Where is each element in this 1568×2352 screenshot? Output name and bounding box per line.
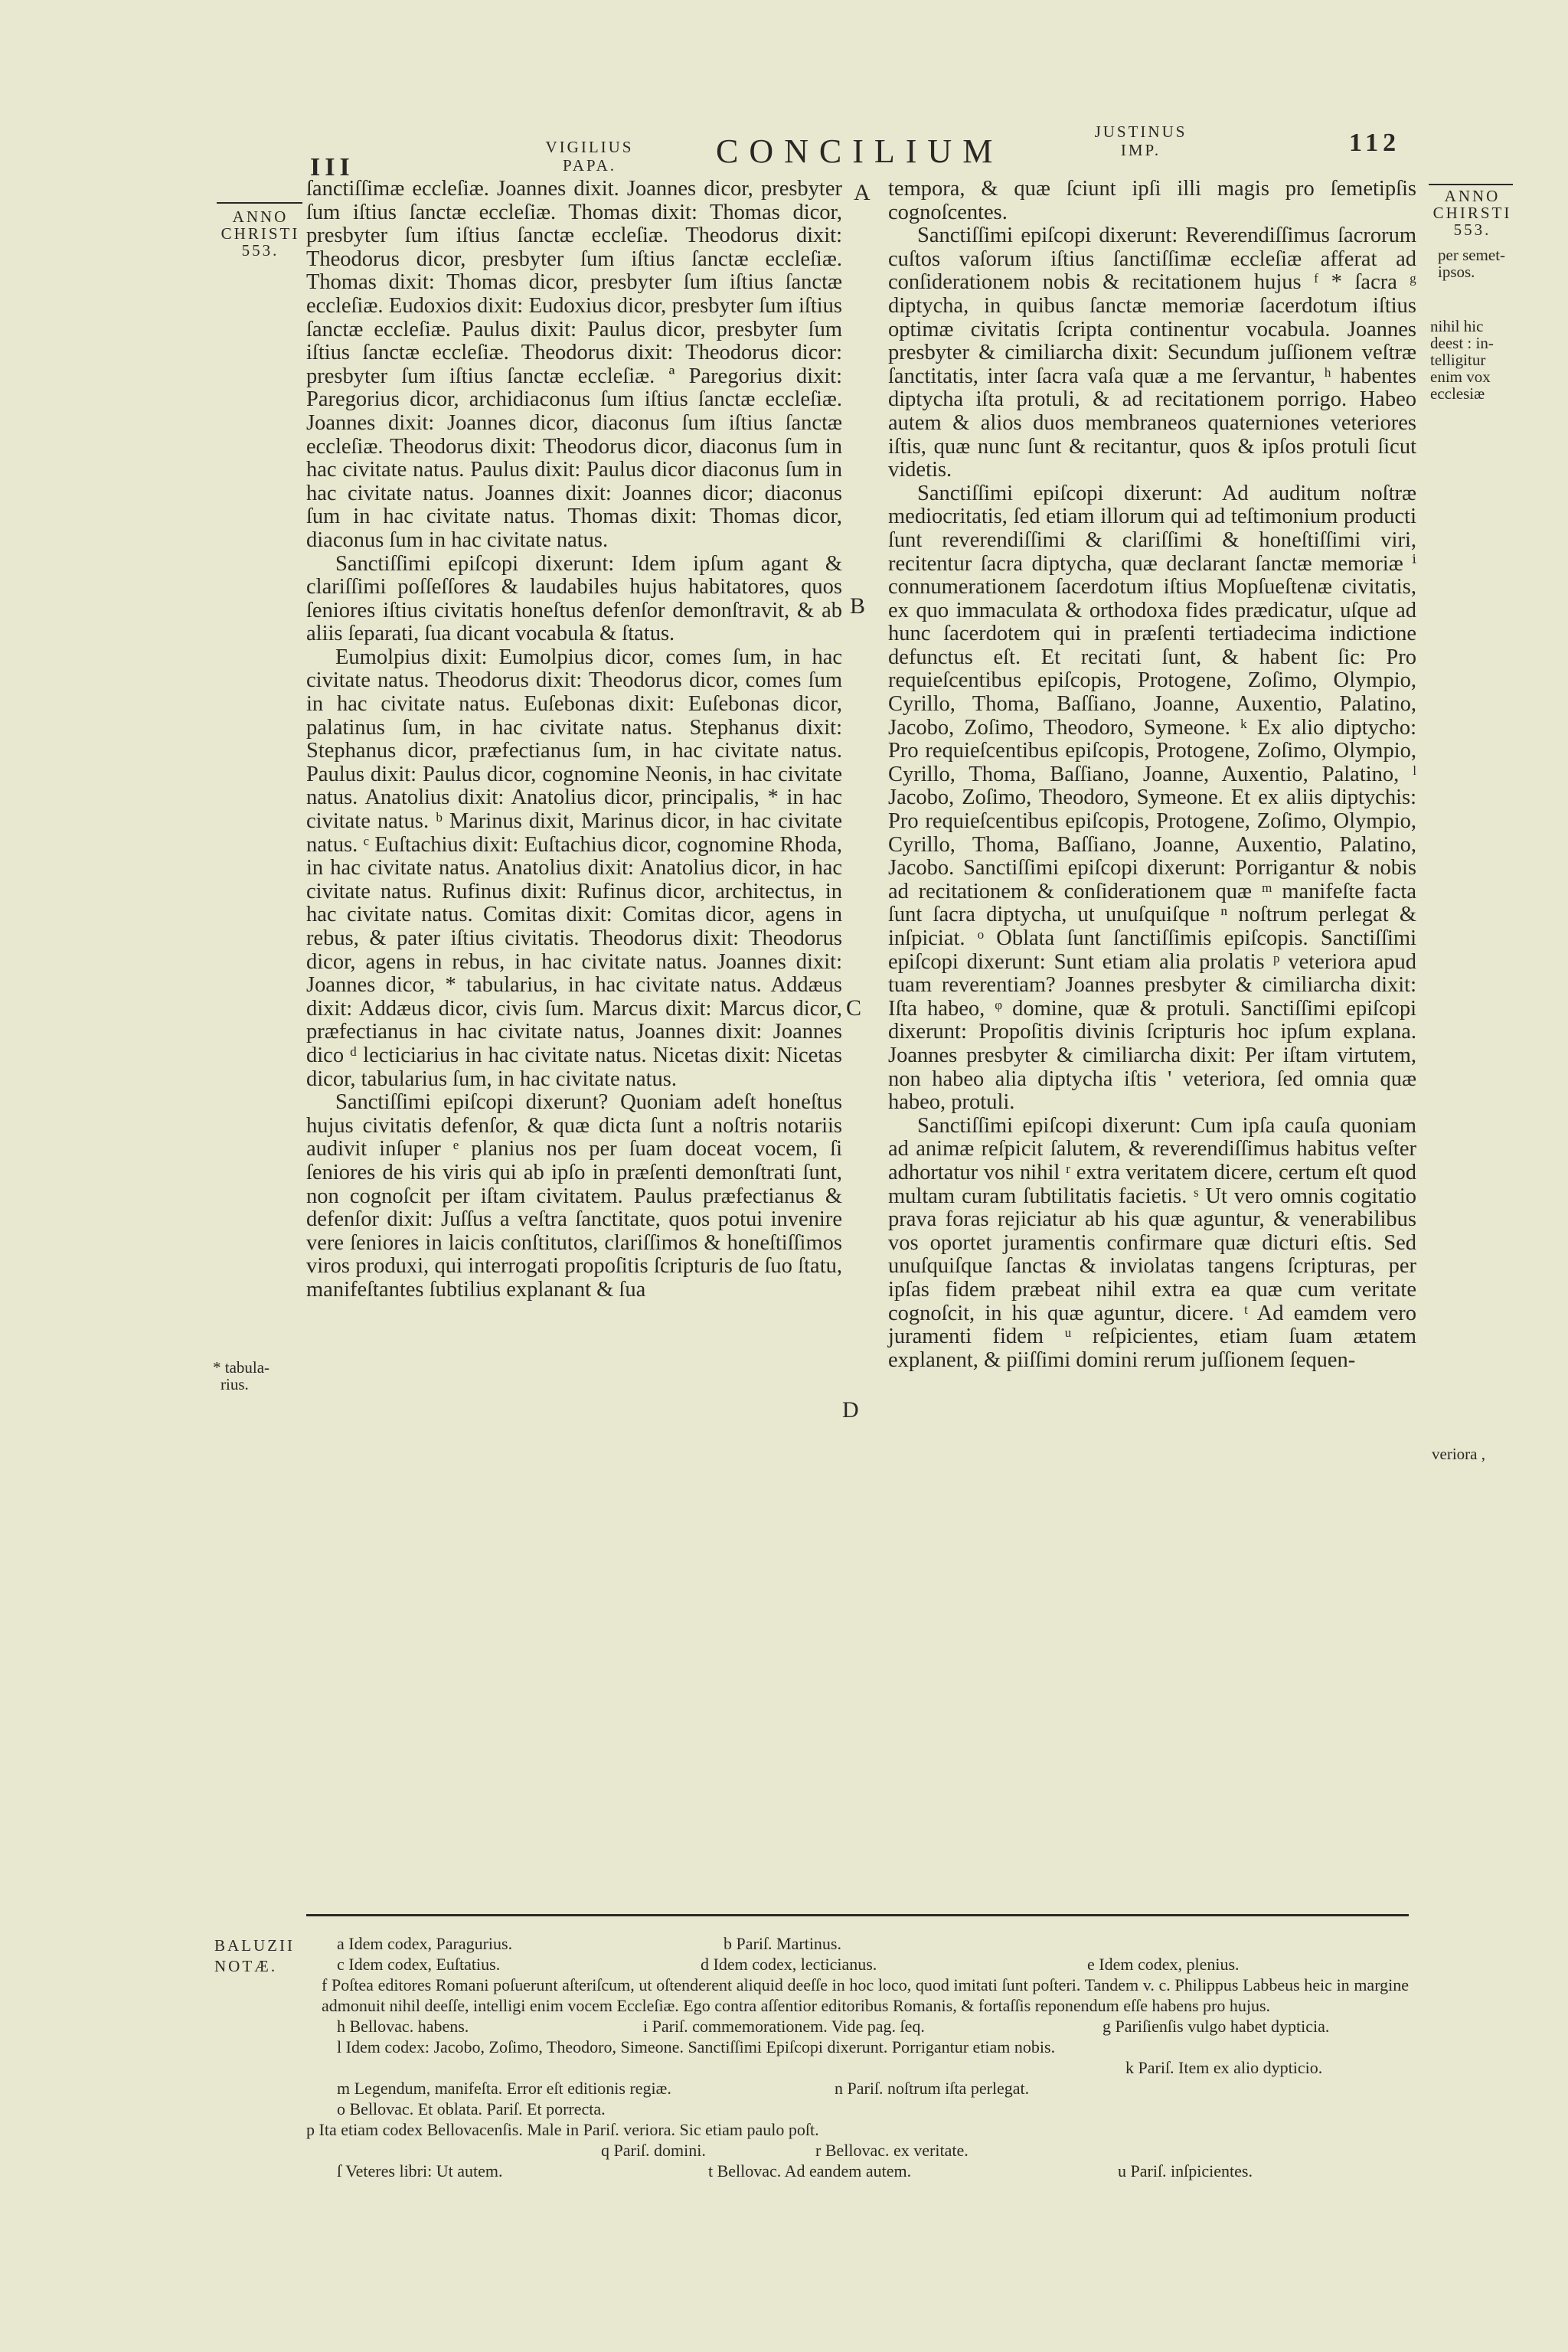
paragraph: ſanctiſſimæ eccleſiæ. Joannes dixit. Joannes dicor, presbyter ſum iſtius ſanctæ eccleſiæ. Thomas dixit: Thomas dicor, presbyter ſum iſtius ſanctæ eccleſiæ. Theodorus dixit: Theodorus dicor, presbyter ſum iſtius ſanctæ eccleſiæ. Thomas dixit: Thomas dicor, presbyter ſum iſtius ſanctæ eccleſiæ. Eudoxios dixit: Eudoxius dicor, presbyter ſum iſtius ſanctæ eccleſiæ. Paulus dixit: Paulus dicor, presbyter ſum iſtius ſanctæ eccleſiæ. Theodorus dixit: Theodorus dicor: presbyter ſum iſtius ſanctæ eccleſiæ. ª Paregorius dixit: Paregorius dicor, archidiaconus ſum iſtius ſanctæ eccleſiæ. Joannes dixit: Joannes dicor, diaconus ſum iſtius ſanctæ eccleſiæ. Theodorus dixit: Theodorus dicor, diaconus ſum in hac civitate natus. Paulus dixit: Paulus dicor diaconus ſum in hac civitate natus. Joannes dixit: Joannes dicor; diaconus ſum in hac civitate natus. Thomas dixit: Thomas dicor, diaconus ſum in hac civitate natus.	[306, 177, 842, 552]
note-k: k Pariſ. Item ex alio dypticio.	[1125, 2058, 1323, 2077]
paragraph: Sanctiſſimi epiſcopi dixerunt: Idem ipſum agant & clariſſimi poſſeſſores & laudabiles hujus habitatores, quos ſeniores iſtius civitatis honeſtus defenſor demonſtravit, & ab aliis ſeparati, ſua dicant vocabula & ſtatus.	[306, 551, 842, 646]
margin-rule-left	[217, 202, 302, 204]
running-title: CONCILIUM	[716, 132, 1004, 170]
anno-label: ANNO	[232, 207, 289, 226]
notes-label-line: NOTÆ.	[214, 1957, 278, 1975]
note-g: g Pariſienſis vulgo habet dypticia.	[1102, 2017, 1330, 2036]
header-pope-name: VIGILIUS	[545, 138, 634, 156]
year-label: 553.	[241, 241, 279, 260]
year-label: 553.	[1453, 220, 1491, 239]
margin-rule-right	[1429, 184, 1513, 185]
christi-label: CHIRSTI	[1432, 204, 1512, 222]
paragraph: Sanctiſſimi epiſcopi dixerunt: Ad auditum noſtræ mediocritatis, ſed etiam illorum qui ad teſtimonium producti ſunt reverendiſſimi & clariſſimi & honeſtiſſimi viri, recitentur ſacra diptycha, quæ declarant ſanctæ memoriæ ⁱ connumerationem ſacerdotum iſtius Mopſueſtenæ civitatis, ex quo immaculata & orthodoxa fides prædicatur, uſque ad hunc ſacerdotem qui in præſenti tertiadecima indictione defunctus eſt. Et recitati ſunt, & habent ſic: Pro requieſcentibus epiſcopis, Protogene, Zoſimo, Olympio, Cyrillo, Thoma, Baſſiano, Joanne, Auxentio, Palatino, Jacobo, Zoſimo, Theodoro, Symeone. ᵏ Ex alio diptycho: Pro requieſcentibus epiſcopis, Protogene, Zoſimo, Olympio, Cyrillo, Thoma, Baſſiano, Joanne, Auxentio, Palatino, ˡ Jacobo, Zoſimo, Theodoro, Symeone. Et ex aliis diptychis: Pro requieſcentibus epiſcopis, Protogene, Zoſimo, Olympio, Cyrillo, Thoma, Baſſiano, Joanne, Auxentio, Palatino, Jacobo. Sanctiſſimi epiſcopi dixerunt: Porrigantur & nobis ad recitationem & conſiderationem quæ ᵐ manifeſte facta ſunt ſacra diptycha, ut unuſquiſque ⁿ noſtrum perlegat & inſpiciat. ᵒ Oblata ſunt ſanctiſſimis epiſcopis. Sanctiſſimi epiſcopi dixerunt: Sunt etiam alia prolatis ᵖ veteriora apud tuam reverentiam? Joannes presbyter & cimiliarcha dixit: Iſta habeo, ᵠ domine, quæ & protuli. Sanctiſſimi epiſcopi dixerunt: Propoſitis divinis ſcripturis hoc ipſum explana. Joannes presbyter & cimiliarcha dixit: Per iſtam virtutem, non habeo alia diptycha iſtis ' veteriora, ſed omnia quæ habeo, protuli.	[888, 481, 1416, 1115]
note-row	[306, 2078, 1409, 2099]
note-l: l Idem codex: Jacobo, Zoſimo, Theodoro, Simeone. Sanctiſſimi Epiſcopi dixerunt. Porrigantur etiam nobis.	[337, 2037, 1056, 2056]
paragraph: Sanctiſſimi epiſcopi dixerunt? Quoniam adeſt honeſtus hujus civitatis defenſor, & quæ dicta ſunt a noſtris notariis audivit inſuper ᵉ planius nos per ſuam doceat vocem, ſi ſeniores de his viris qui ab ipſo in præſenti demonſtrati ſunt, non cognoſcit per iſtam civitatem. Paulus præfectianus & defenſor dixit: Juſſus a veſtra ſanctitate, quos potui invenire vere ſeniores in laicis conſtitutos, clariſſimos & honeſtiſſimos viros produxi, qui interrogati propoſitis ſcripturis de ſuo ſtatu, manifeſtantes ſubtilius explanant & ſua	[306, 1090, 842, 1302]
note-row	[306, 2099, 1409, 2119]
note-row	[306, 2140, 1409, 2161]
margin-gloss-nihil-hic-deest	[1430, 318, 1494, 402]
note-b: b Pariſ. Martinus.	[724, 1934, 841, 1953]
section-letter-a: A	[854, 180, 871, 205]
header-pope-title: PAPA.	[562, 156, 617, 175]
note-a: a Idem codex, Paragurius.	[337, 1934, 513, 1953]
gloss-line: ipsos.	[1438, 263, 1475, 281]
note-row	[306, 2016, 1409, 2037]
section-letter-d: D	[842, 1397, 859, 1423]
gloss-line: ecclesiæ	[1430, 384, 1485, 403]
note-m: m Legendum, manifeſta. Error eſt editionis regiæ.	[337, 2079, 671, 2098]
note-s: ſ Veteres libri: Ut autem.	[337, 2161, 503, 2180]
paragraph: Sanctiſſimi epiſcopi dixerunt: Reverendiſſimus ſacrorum cuſtos vaſorum iſtius ſanctiſſimæ eccleſiæ afferat ad conſiderationem nobis & recitationem hujus ᶠ * ſacra ᵍ diptycha, in quibus ſanctæ memoriæ ſacerdotum iſtius optimæ civitatis ſcripta continentur vocabula. Joannes presbyter & cimiliarcha dixit: Secundum juſſionem veſtræ ſanctitatis, inter ſacra vaſa quæ a me ſervantur, ʰ habentes diptycha iſta protuli, & ad recitationem porrigo. Habeo autem & alios duos membraneos quaterniones veteriores iſtis, quæ nunc ſunt & recitantur, quos & ipſos protuli ſicut videtis.	[888, 224, 1416, 482]
header-emperor-name: JUSTINUS	[1094, 122, 1187, 141]
note-h: h Bellovac. habens.	[337, 2017, 469, 2036]
gloss-line: nihil hic	[1430, 317, 1484, 335]
note-c: c Idem codex, Euſtatius.	[337, 1955, 501, 1974]
note-u: u Pariſ. inſpicientes.	[1118, 2161, 1253, 2180]
christi-label: CHRISTI	[220, 224, 300, 243]
gloss-line: deest : in-	[1430, 334, 1494, 352]
note-row	[306, 2161, 1409, 2181]
note-t: t Bellovac. Ad eandem autem.	[708, 2161, 912, 2180]
gloss-line: per semet-	[1438, 246, 1506, 264]
note-i: i Pariſ. commemorationem. Vide pag. ſeq.	[643, 2017, 925, 2036]
gloss-line: telligitur	[1430, 351, 1486, 369]
notes-label	[214, 1936, 295, 1977]
note-row	[306, 2057, 1409, 2078]
note-f: f Poſtea editores Romani poſuerunt aſteriſcum, ut oſtenderent aliquid deeſſe in hoc loco, quod imitati ſunt poſteri. Tandem v. c. Philippus Labbeus heic in margine admonuit nihil deeſſe, intelligi enim vocem Eccleſiæ. Ego contra aſſentior editoribus Romanis, & fortaſſis reponendum eſſe habens pro hujus.	[322, 1975, 1409, 2015]
anno-christi-left	[214, 208, 306, 259]
text-column-left	[306, 178, 842, 1302]
note-e: e Idem codex, plenius.	[1087, 1955, 1240, 1974]
page-number-right: 112	[1349, 129, 1401, 157]
gloss-line: rius.	[220, 1375, 249, 1393]
note-row	[306, 1933, 1409, 1954]
paragraph: Sanctiſſimi epiſcopi dixerunt: Cum ipſa cauſa quoniam ad animæ reſpicit ſalutem, & reverendiſſimus habitus veſter adhortatur vos nihil ʳ extra veritatem dicere, certum eſt quod multam curam ſubtilitatis facietis. ˢ Ut vero omnis cogitatio prava foras rejiciatur ab his quæ aguntur, & venerabilibus vos oportet juramentis confirmare quæ dicturi eſtis. Sed unuſquiſque ſanctas & inviolatas tangens ſcripturas, per ipſas fidem præbeat nihil extra ea quæ cum veritate cognoſcit, in his quæ aguntur, dicere. ᵗ Ad eamdem vero juramenti fidem ᵘ reſpicientes, etiam ſuam ætatem explanent, & piiſſimi domini rerum juſſionem ſequen-	[888, 1113, 1416, 1372]
margin-gloss-per-semetipsos	[1438, 247, 1505, 280]
anno-label: ANNO	[1444, 187, 1501, 205]
note-row	[306, 1954, 1409, 1975]
section-letter-b: B	[850, 593, 866, 619]
text-column-right	[888, 178, 1416, 1372]
note-row	[306, 2037, 1409, 2057]
note-o: o Bellovac. Et oblata. Pariſ. Et porrecta.	[337, 2099, 606, 2118]
header-pope	[532, 138, 647, 175]
note-q: q Pariſ. domini.	[601, 2141, 706, 2160]
note-n: n Pariſ. noſtrum iſta perlegat.	[835, 2079, 1030, 2098]
anno-christi-right	[1426, 188, 1519, 238]
section-letter-c: C	[846, 995, 862, 1021]
margin-gloss-veriora: veriora ,	[1432, 1445, 1485, 1463]
note-p: p Ita etiam codex Bellovacenſis. Male in Pariſ. veriora. Sic etiam paulo poſt.	[306, 2120, 819, 2139]
gloss-line: * tabula-	[213, 1358, 270, 1377]
footnotes	[306, 1933, 1409, 2181]
paragraph: tempora, & quæ ſciunt ipſi illi magis pro ſemetipſis cognoſcentes.	[888, 177, 1416, 224]
paragraph: Eumolpius dixit: Eumolpius dicor, comes ſum, in hac civitate natus. Theodorus dixit: Theodorus dicor, comes ſum in hac civitate natus. Euſebonas dixit: Euſebonas dicor, palatinus ſum, in hac civitate natus. Stephanus dixit: Stephanus dicor, præfectianus ſum, in hac civitate natus. Paulus dixit: Paulus dicor, cognomine Neonis, in hac civitate natus. Anatolius dixit: Anatolius dicor, principalis, * in hac civitate natus. ᵇ Marinus dixit, Marinus dicor, in hac civitate natus. ᶜ Euſtachius dixit: Euſtachius dicor, cognomine Rhoda, in hac civitate natus. Anatolius dixit: Anatolius dicor, in hac civitate natus. Rufinus dixit: Rufinus dicor, architectus, in hac civitate natus. Comitas dixit: Comitas dicor, agens in rebus, & pater iſtius civitatis. Theodorus dixit: Theodorus dicor, agens in rebus, in hac civitate natus. Joannes dixit: Joannes dicor, * tabularius, in hac civitate natus. Addæus dixit: Addæus dicor, civis ſum. Marcus dixit: Marcus dicor, præfectianus in hac civitate natus, Joannes dixit: Joannes dico ᵈ lecticiarius in hac civitate natus. Nicetas dixit: Nicetas dicor, tabularius ſum, in hac civitate natus.	[306, 645, 842, 1091]
margin-gloss-tabularius	[213, 1359, 270, 1393]
note-d: d Idem codex, lecticianus.	[701, 1955, 877, 1974]
header-emperor	[1080, 122, 1202, 159]
footnote-rule	[306, 1914, 1409, 1916]
gloss-line: enim vox	[1430, 368, 1491, 386]
page-number-left: III	[310, 153, 354, 181]
header-emperor-title: IMP.	[1120, 141, 1161, 159]
notes-label-line: BALUZII	[214, 1936, 295, 1955]
note-r: r Bellovac. ex veritate.	[815, 2141, 969, 2160]
